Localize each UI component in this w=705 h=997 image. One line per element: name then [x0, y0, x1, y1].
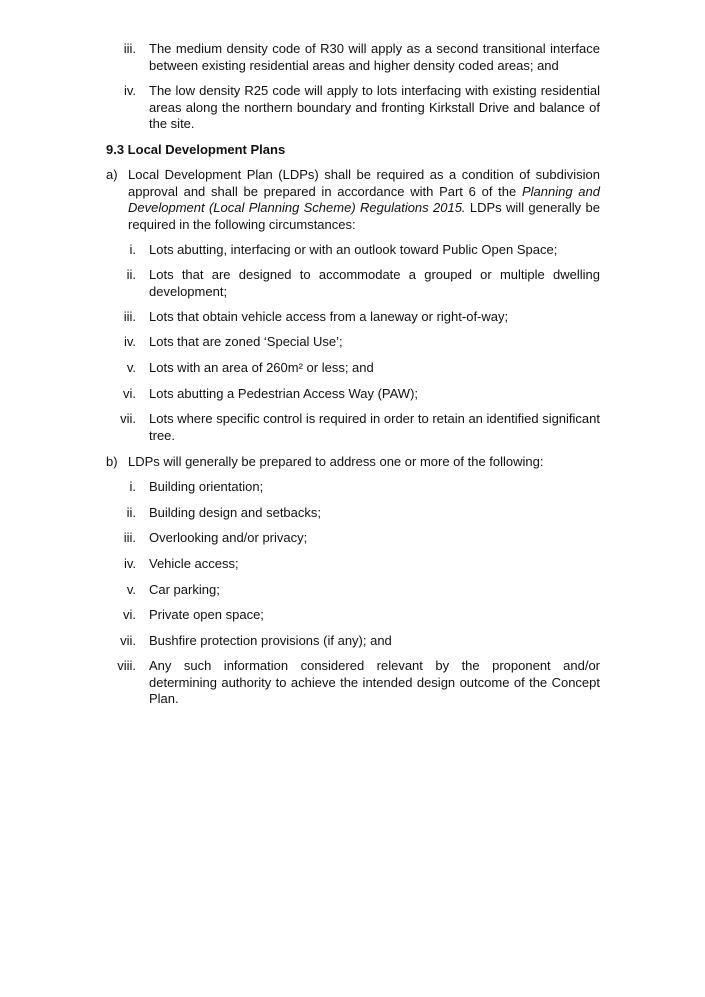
list-number: iv.	[123, 83, 136, 98]
list-text: Lots abutting a Pedestrian Access Way (PAW);	[149, 386, 419, 401]
list-number: iii.	[123, 41, 136, 56]
list-text: The low density R25 code will apply to lots interfacing with existing residential areas along the northern boundary and fronting Kirkstall Drive and balance of the site.	[149, 83, 600, 131]
list-number: iv.	[123, 334, 136, 349]
list-number: vi.	[123, 386, 136, 401]
list-text: Private open space;	[149, 607, 264, 622]
list-text: Lots that are zoned ‘Special Use’;	[149, 334, 343, 349]
list-number: ii.	[126, 505, 136, 520]
list-number: v.	[126, 360, 136, 375]
list-text: Bushfire protection provisions (if any); and	[149, 633, 392, 648]
list-number: vii.	[120, 633, 136, 648]
section-heading: 9.3 Local Development Plans	[106, 142, 286, 157]
list-text: Vehicle access;	[149, 556, 239, 571]
list-number: vii.	[120, 411, 136, 426]
list-number: i.	[129, 242, 136, 257]
list-number: v.	[126, 582, 136, 597]
list-text: Building orientation;	[149, 479, 264, 494]
list-number: i.	[129, 479, 136, 494]
list-number: iii.	[123, 530, 136, 545]
paragraph-label: a)	[106, 167, 118, 182]
list-text: Lots that are designed to accommodate a grouped or multiple dwelling development;	[149, 267, 600, 299]
paragraph-text: LDPs will generally be prepared to address one or more of the following:	[128, 454, 544, 469]
list-number: iii.	[123, 309, 136, 324]
list-number: viii.	[117, 658, 136, 673]
list-number: ii.	[126, 267, 136, 282]
list-text: Building design and setbacks;	[149, 505, 322, 520]
list-text: Lots with an area of 260m² or less; and	[149, 360, 374, 375]
list-text: The medium density code of R30 will apply as a second transitional interface between existing residential areas and higher density coded areas; and	[149, 41, 600, 73]
list-text: Lots that obtain vehicle access from a laneway or right-of-way;	[149, 309, 509, 324]
list-text: Any such information considered relevant by the proponent and/or determining authority to achieve the intended design outcome of the Concept Plan.	[149, 658, 600, 706]
paragraph-text: Local Development Plan (LDPs) shall be required as a condition of subdivision approval and shall be prepared in accordance with Part 6 of the Planning and Development (Local Planning Scheme) Regulations 2015. LDPs will generally be required in the following circumstances:	[128, 167, 600, 232]
list-text: Overlooking and/or privacy;	[149, 530, 308, 545]
list-text: Lots where specific control is required in order to retain an identified significant tree.	[149, 411, 600, 443]
list-text: Car parking;	[149, 582, 220, 597]
list-number: iv.	[123, 556, 136, 571]
list-text: Lots abutting, interfacing or with an outlook toward Public Open Space;	[149, 242, 558, 257]
paragraph-label: b)	[106, 454, 118, 469]
list-number: vi.	[123, 607, 136, 622]
